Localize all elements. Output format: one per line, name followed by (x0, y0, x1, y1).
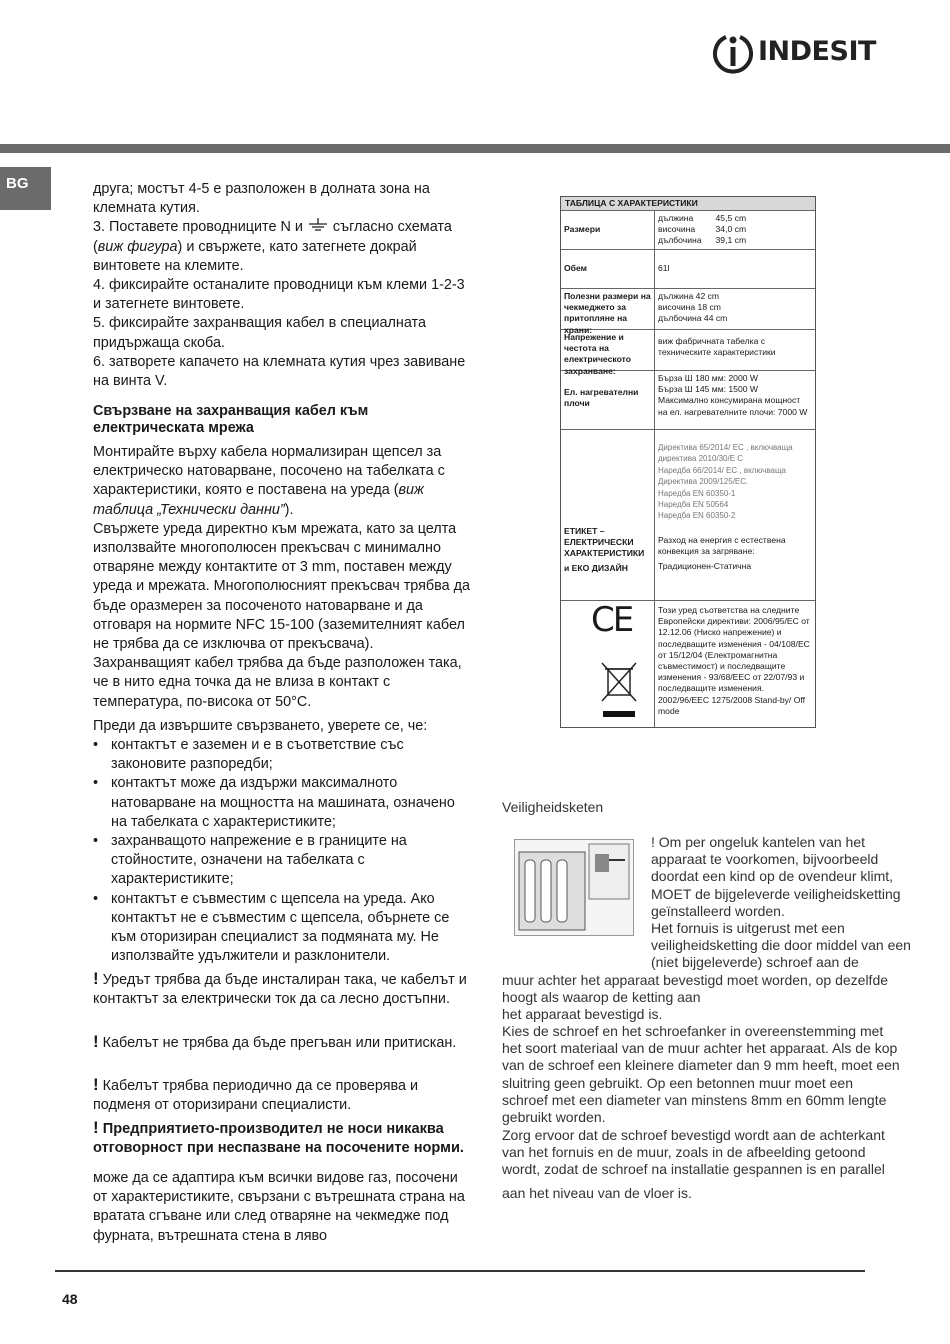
page-number: 48 (62, 1291, 78, 1307)
paragraph: Преди да извършите свързването, уверете се, че: (93, 717, 428, 734)
paragraph: 5. фиксирайте захранващия кабел в специалната придържаща скоба. (93, 315, 426, 351)
paragraph: Монтирайте върху кабела нормализиран щепсел за електрическо натоварване, посочено на табелката с характеристики, която е поставена на уреда (виж таблица „Технически данни”). (93, 444, 445, 518)
table-row: Напрежение и честота на електрическото захранване: виж фабричната табелка с техническите характеристики (561, 329, 815, 370)
table-row: Полезни размери на чекмеджето за притопляне на храни: дължина 42 cm височина 18 cm дълбочина 44 cm (561, 288, 815, 329)
safety-chain-illustration (514, 839, 634, 936)
logo-i-icon (712, 32, 754, 74)
indesit-logo (712, 30, 876, 76)
requirements-list (93, 736, 473, 966)
list-item: • захранващото напрежение е в границите на стойностите, означени на табелката с характеристиките; (93, 832, 473, 890)
table-row: Обем 61l (561, 249, 815, 288)
note: ! Кабелът не трябва да бъде прегъван или притискан. (93, 1032, 457, 1051)
paragraph: 6. затворете капачето на клемната кутия чрез завиване на винта V. (93, 353, 466, 390)
paragraph: aan het niveau van de vloer is. (502, 1185, 692, 1201)
paragraph: Zorg ervoor dat de schroef bevestigd wordt aan de achterkant van het fornuis en de muur, zoals in de afbeelding getoond wordt, zodat de schroef na installatie gespannen is en parallel (502, 1127, 885, 1178)
paragraph: ! Om per ongeluk kantelen van het apparaat te voorkomen, bijvoorbeeld doordat een kind op de ovendeur klimt, MOET de bijgeleverde veiligheidsketting geïnstalleerd worden. (651, 834, 901, 919)
ground-symbol-icon (307, 218, 329, 232)
table-title: ТАБЛИЦА С ХАРАКТЕРИСТИКИ (561, 197, 815, 210)
footer-rule (55, 1270, 865, 1272)
paragraph: muur achter het apparaat bevestigd moet worden, op dezelfde hoogt als waarop de ketting aan (502, 972, 889, 1006)
note-bold: ! Предприятието-производител не носи никаква отговорност при неспазване на посочените норми. (93, 1118, 464, 1156)
paragraph: Het fornuis is uitgerust met een veiligheidsketting die door middel van een (niet bijgeleverde) schroef aan de (651, 920, 911, 971)
paragraph: може да се адаптира към всички видове газ, посочени от характеристиките, свързани с вътрешната страна на вратата сгъване или след отваряне на чекмедже под фурната, вътрешната стена в ляво (93, 1170, 465, 1244)
header-bar (0, 144, 950, 153)
specifications-table (560, 196, 816, 728)
paragraph: 4. фиксирайте останалите проводници към клеми 1-2-3 и затегнете винтовете. (93, 277, 465, 313)
section-heading: Свързване на захранващия кабел към електрическата мрежа (93, 403, 369, 436)
paragraph: 3. Поставете проводниците N и съгласно схемата (виж фигура) и свържете, като затегнете докрай винтовете на клемите. (93, 219, 452, 274)
left-column (93, 180, 473, 391)
table-row: Ел. нагревателни плочи Бърза Ш 180 мм: 2000 W Бърза Ш 145 мм: 1500 W Максимално консумирана мощност на ел. нагревателните плочи: 7000 W (561, 370, 815, 429)
cooker-wall-icon (515, 840, 633, 935)
paragraph: Kies de schroef en het schroefanker in overeenstemming met het soort materiaal van de muur achter het apparaat. Als de kop van de schroef een kleinere diameter dan 9 mm heeft, moet een sluitring geen gebruikt. Op een betonnen muur moet een schroef met een diameter van minstens 8mm en 60mm lengte gebruikt worden. (502, 1023, 900, 1126)
table-row: Размери дължина височина дълбочина 45,5 cm 34,0 cm 39,1 cm (561, 210, 815, 249)
ce-mark: CE (591, 600, 633, 640)
language-tab: BG (0, 167, 51, 210)
section-title: Veiligheidsketen (502, 799, 604, 815)
note: ! Кабелът трябва периодично да се проверява и подменя от оторизирани специалисти. (93, 1075, 419, 1114)
paragraph: Свържете уреда директно към мрежата, като за целта използвайте многополюсен прекъсвач с минимално отваряне между контактите от 3 mm, поставен между уреда и мрежата. Многополюсният прекъсвач трябва да бъде оразмерен за посоченото натоварване и да отговаря на нормите NFC 15-100 (заземителният кабел не трябва да се изключва от прекъсвача). Захранващият кабел трябва да бъде разположен така, че в нито една точка да не влиза в контакт с температура, по-висока от 50°C. (93, 520, 471, 710)
table-row: CE Този уред съответства на следните Европейски директиви: 2006/95/EC от 12.12.06 (Ниско напрежение) и последващите изменения - 04/108/EC от 15/12/04 (Електромагнитна съвместимост) и последващите изменения - 93/68/EEC от 22/07/93 и последващите изменения. 2002/96/EEC 1275/2008 Stand-by/ Off mode (561, 600, 815, 727)
paragraph: друга; мостът 4-5 е разположен в долната зона на клемната кутия. (93, 181, 430, 217)
logo-wordmark: INDESIT (758, 36, 876, 67)
table-row: ЕТИКЕТ – ЕЛЕКТРИЧЕСКИ ХАРАКТЕРИСТИКИ и ЕКО ДИЗАЙН Директива 65/2014/ EC , включваща директива 2010/30/E C Наредба 66/2014/ EC , включваща Директива 2009/125/EC. Наредба EN 60350-1 Наредба EN 50564 Наредба EN 60350-2 Разход на енергия с естествена конвекция за загряване: Традиционен-Статична (561, 429, 815, 600)
list-item: • контактът е заземен и е в съответствие със законовите разпоредби; (93, 736, 473, 774)
weee-bin-icon (599, 661, 639, 721)
list-item: • контактът може да издържи максималното натоварване на мощността на машината, означено на табелката с характеристиките; (93, 774, 473, 832)
paragraph: het apparaat bevestigd is. (502, 1006, 663, 1022)
left-column-body (93, 443, 473, 966)
list-item: • контактът е съвместим с щепсела на уреда. Ако контактът не е съвместим с щепсела, обърнете се към оторизиран специалист за подмяната му. Не използвайте удължители и разклонители. (93, 890, 473, 967)
note: ! Уредът трябва да бъде инсталиран така, че кабелът и контактът за електрически ток да са лесно достъпни. (93, 969, 467, 1008)
